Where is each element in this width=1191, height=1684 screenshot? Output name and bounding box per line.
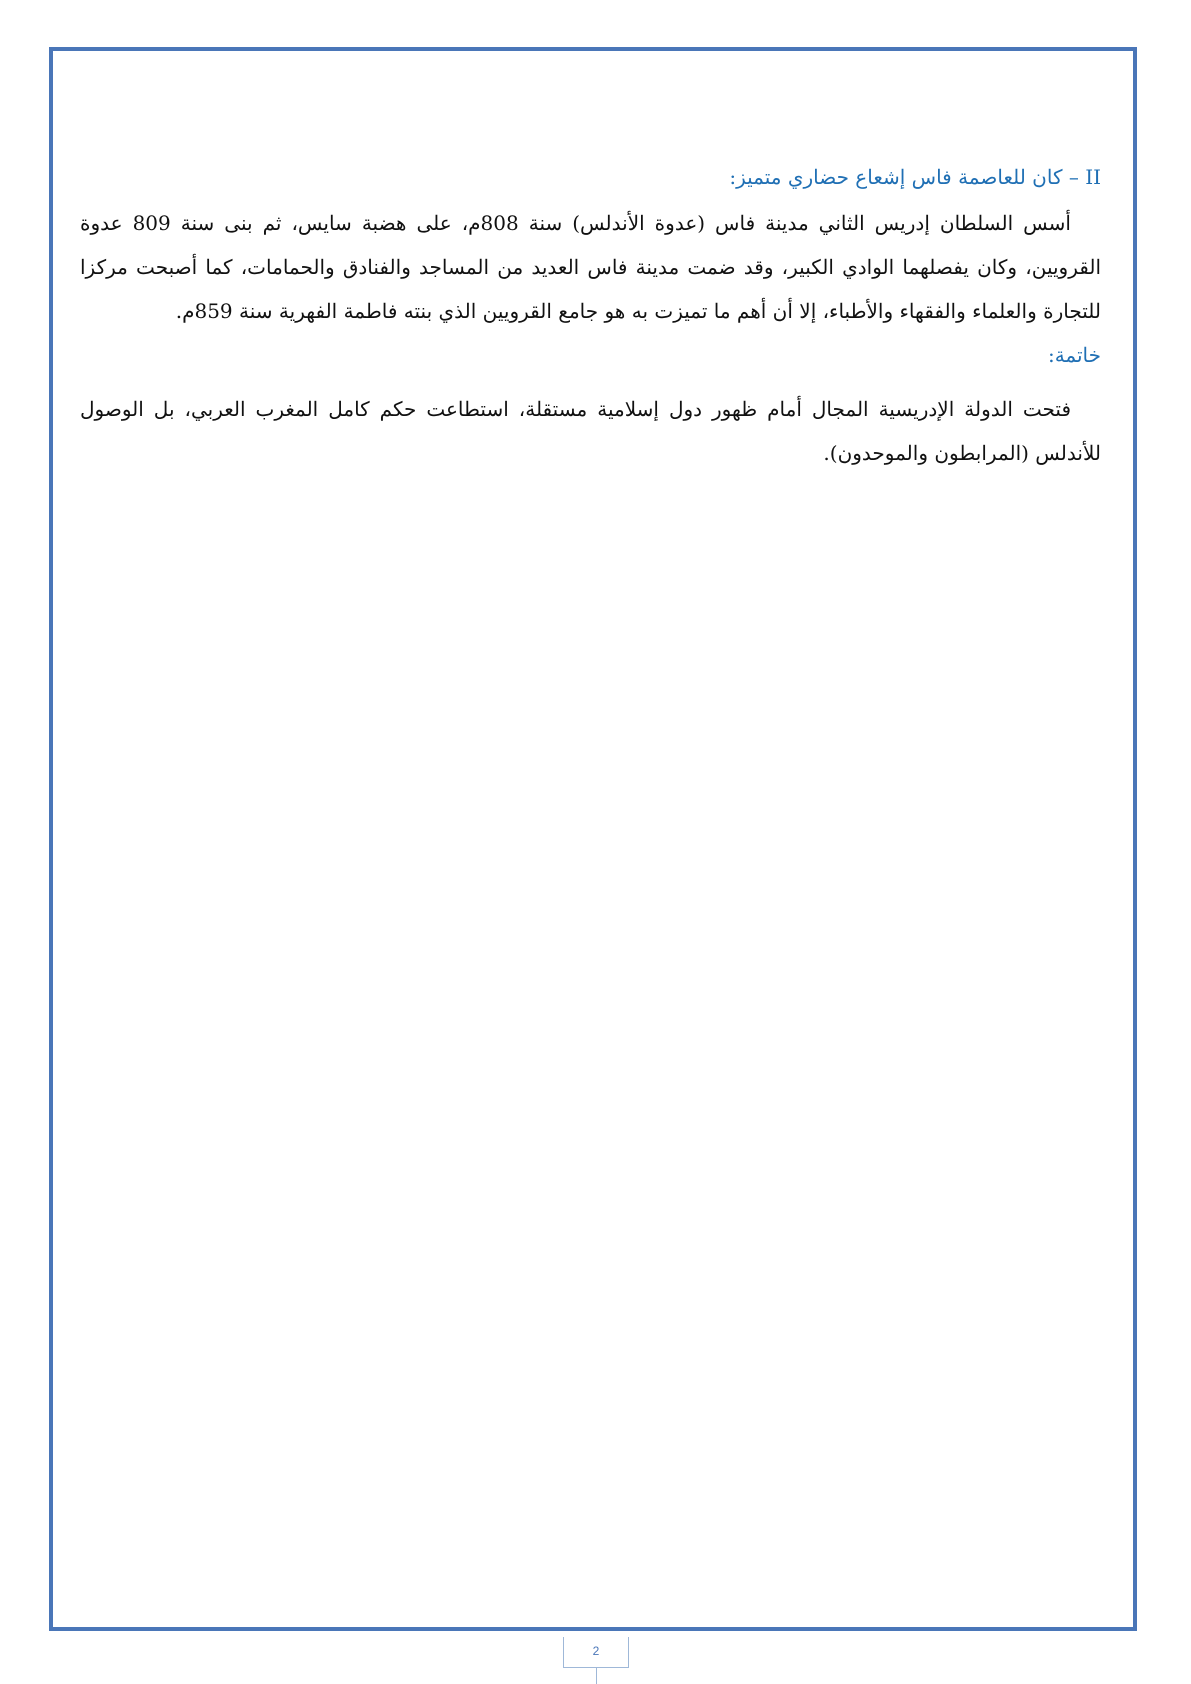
section-title: كان للعاصمة فاس إشعاع حضاري متميز: bbox=[729, 165, 1063, 189]
section-number: II bbox=[1085, 165, 1101, 189]
section-heading bbox=[80, 155, 1101, 199]
page-number-stem bbox=[596, 1668, 597, 1684]
conclusion-heading: خاتمة: bbox=[1047, 343, 1101, 367]
document-body bbox=[80, 155, 1101, 475]
paragraph-fes-history: أسس السلطان إدريس الثاني مدينة فاس (عدوة الأندلس) سنة 808م، على هضبة سايس، ثم بنى سنة 809 عدوة القرويين، وكان يفصلهما الوادي الكبير، وقد ضمت مدينة فاس العديد من المساجد والفنادق والحمامات، كما أصبحت مركزا للتجارة والعلماء والفقهاء والأطباء، إلا أن أهم ما تميزت به هو جامع القرويين الذي بنته فاطمة الفهرية سنة 859م. bbox=[80, 211, 1101, 323]
paragraph-conclusion: فتحت الدولة الإدريسية المجال أمام ظهور دول إسلامية مستقلة، استطاعت حكم كامل المغرب العربي، بل الوصول للأندلس (المرابطون والموحدون). bbox=[80, 397, 1101, 465]
section-dash: – bbox=[1068, 165, 1079, 189]
page-number: 2 bbox=[563, 1637, 629, 1668]
